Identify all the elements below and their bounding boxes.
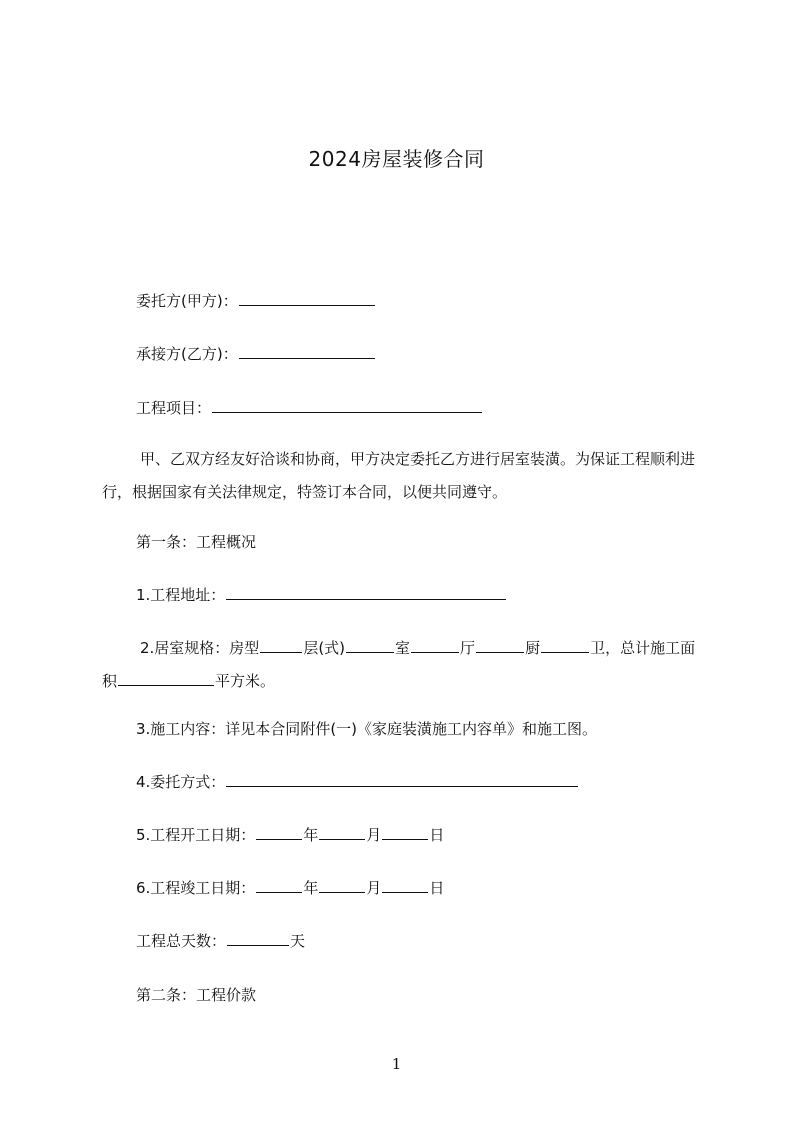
area-blank[interactable] bbox=[118, 670, 214, 686]
total-days-label: 工程总天数： bbox=[136, 932, 227, 950]
item1-line bbox=[136, 584, 507, 606]
hall-blank[interactable] bbox=[476, 637, 524, 653]
article2-heading: 第二条：工程价款 bbox=[136, 986, 257, 1004]
end-day-blank[interactable] bbox=[382, 877, 428, 893]
room-blank[interactable] bbox=[411, 637, 459, 653]
item2-unit: 平方米。 bbox=[215, 672, 276, 690]
document-title: 2024房屋装修合同 bbox=[308, 147, 485, 171]
project-label: 工程项目： bbox=[136, 399, 212, 417]
start-month-blank[interactable] bbox=[319, 824, 365, 840]
start-month-unit: 月 bbox=[366, 826, 382, 844]
item1-label: 1.工程地址： bbox=[136, 586, 226, 604]
floor-blank[interactable] bbox=[346, 637, 394, 653]
kitchen-blank[interactable] bbox=[541, 637, 589, 653]
item2-prefix: 2.居室规格：房型 bbox=[140, 639, 260, 657]
party-a-blank[interactable] bbox=[239, 290, 375, 306]
item2-bath: 卫，总计施工面积 bbox=[102, 639, 696, 690]
party-a-line bbox=[136, 290, 376, 312]
item6-line bbox=[136, 877, 444, 899]
party-b-line bbox=[136, 343, 376, 365]
days-unit: 天 bbox=[290, 932, 306, 950]
item5-line bbox=[136, 824, 444, 846]
party-a-label: 委托方(甲方)： bbox=[136, 292, 238, 310]
item2-kitchen: 厨 bbox=[525, 639, 541, 657]
total-days-line bbox=[136, 930, 305, 952]
item2-room: 室 bbox=[395, 639, 411, 657]
article1-heading: 第一条：工程概况 bbox=[136, 533, 257, 551]
party-b-label: 承接方(乙方)： bbox=[136, 345, 238, 363]
item4-label: 4.委托方式： bbox=[136, 773, 226, 791]
end-year-blank[interactable] bbox=[256, 877, 302, 893]
house-type-blank[interactable] bbox=[260, 637, 302, 653]
project-line bbox=[136, 397, 483, 419]
address-blank[interactable] bbox=[226, 584, 506, 600]
start-year-blank[interactable] bbox=[256, 824, 302, 840]
item2-paragraph bbox=[102, 632, 702, 698]
project-blank[interactable] bbox=[212, 397, 482, 413]
end-month-blank[interactable] bbox=[319, 877, 365, 893]
item2-hall: 厅 bbox=[460, 639, 476, 657]
item5-label: 5.工程开工日期： bbox=[136, 826, 256, 844]
end-month-unit: 月 bbox=[366, 879, 382, 897]
start-year-unit: 年 bbox=[303, 826, 319, 844]
intro-paragraph: 甲、乙双方经友好洽谈和协商，甲方决定委托乙方进行居室装潢。为保证工程顺利进行，根据国家有关法律规定，特签订本合同，以便共同遵守。 bbox=[102, 450, 696, 501]
page-number: 1 bbox=[391, 1055, 402, 1073]
item2-floor: 层(式) bbox=[303, 639, 346, 657]
end-day-unit: 日 bbox=[429, 879, 445, 897]
start-day-unit: 日 bbox=[429, 826, 445, 844]
item3-line: 3.施工内容：详见本合同附件(一)《家庭装潢施工内容单》和施工图。 bbox=[136, 720, 598, 738]
end-year-unit: 年 bbox=[303, 879, 319, 897]
total-days-blank[interactable] bbox=[227, 930, 289, 946]
method-blank[interactable] bbox=[226, 771, 578, 787]
party-b-blank[interactable] bbox=[239, 343, 375, 359]
item4-line bbox=[136, 771, 579, 793]
start-day-blank[interactable] bbox=[382, 824, 428, 840]
item6-label: 6.工程竣工日期： bbox=[136, 879, 256, 897]
